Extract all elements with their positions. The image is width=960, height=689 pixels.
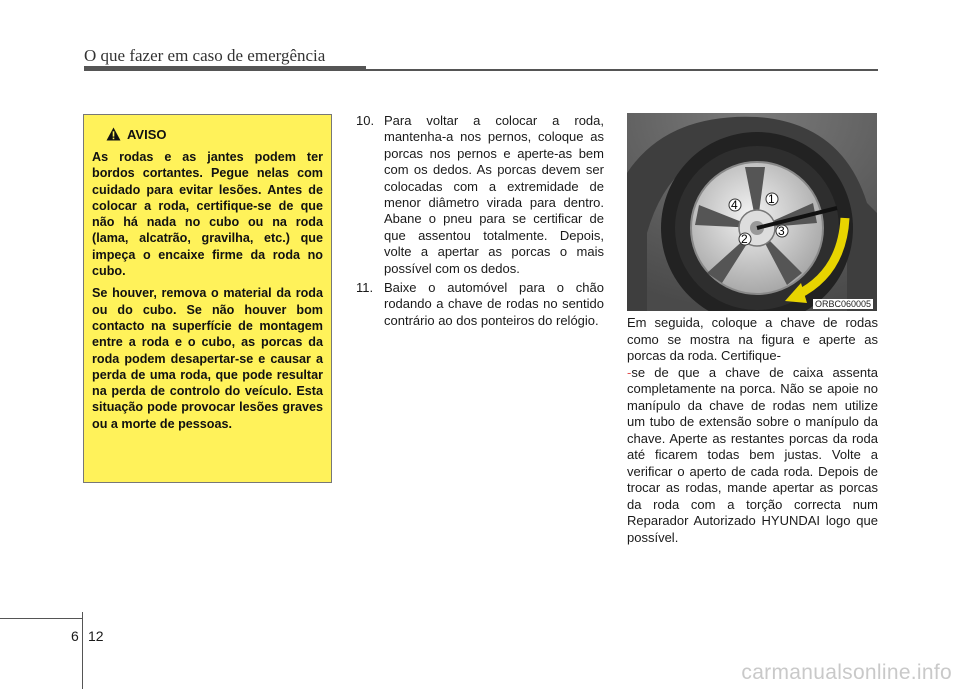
step-item <box>356 280 604 329</box>
right-text-part1: Em seguida, coloque a chave de rodas como se mostra na figura e aperte as porcas da roda. Certifique- <box>627 315 878 363</box>
warning-title: AVISO <box>127 126 167 142</box>
steps-list <box>356 113 604 332</box>
watermark: carmanualsonline.info <box>741 661 952 684</box>
footer-rule-horizontal <box>0 618 82 619</box>
header-rule-thin <box>366 69 878 71</box>
step-text: Para voltar a colocar a roda, mantenha-a nos pernos, coloque as porcas nos pernos e aperte-as bem com os dedos. As porcas devem ser colocadas com a extremidade de menor diâmetro virada para dentro. Abane o pneu para se certificar de que assentou totalmente. Depois, volte a apertar as porcas o mais possível com os dedos. <box>384 113 604 276</box>
nut-label-1: 1 <box>768 192 775 206</box>
nut-label-3: 3 <box>778 224 785 238</box>
step-number: 11. <box>356 280 374 296</box>
figure-code: ORBC060005 <box>814 299 871 309</box>
warning-box <box>83 114 332 483</box>
step-item <box>356 113 604 277</box>
step-text: Baixe o automóvel para o chão rodando a chave de rodas no sentido contrário ao dos ponteiros do relógio. <box>384 280 604 328</box>
section-number: 6 <box>71 628 79 644</box>
page-number: 12 <box>88 628 104 644</box>
nut-label-4: 4 <box>731 198 738 212</box>
right-column-text <box>627 315 878 546</box>
warning-triangle-icon <box>106 127 121 141</box>
footer-rule-vertical <box>82 612 83 689</box>
header-rule-thick <box>84 66 366 71</box>
right-text-part2: se de que a chave de caixa assenta completamente na porca. Não se apoie no manípulo da chave de rodas nem utilize um tubo de extensão sobre o manípulo da chave. Aperte as restantes porcas da roda até ficarem todas bem justas. Volte a verificar o aperto de cada roda. Depois de trocar as rodas, mande apertar as porcas da roda com a torção correcta num Reparador Autorizado HYUNDAI logo que possível. <box>627 364 878 545</box>
hyphen-mark: - <box>627 364 632 380</box>
warning-paragraph: As rodas e as jantes podem ter bordos cortantes. Pegue nelas com cuidado para evitar lesões. Antes de colocar a roda, certifique-se de que não há nada no cubo ou na roda (lama, alcatrão, gravilha, etc.) que impeça o encaixe firme da roda no cubo. <box>92 150 323 279</box>
wheel-illustration <box>627 113 877 311</box>
step-number: 10. <box>356 113 375 128</box>
warning-paragraph: Se houver, remova o material da roda ou do cubo. Se não houver bom contacto na superfície de montagem entre a roda e o cubo, as porcas da roda podem desapertar-se e causar a perda de uma roda, que pode resultar na perda de controlo do veículo. Esta situação pode provocar lesões graves ou a morte de pessoas. <box>92 286 323 431</box>
warning-heading <box>106 125 323 143</box>
wheel-figure <box>627 113 877 311</box>
nut-label-2: 2 <box>741 232 748 246</box>
page-header-title: O que fazer em caso de emergência <box>84 46 326 65</box>
